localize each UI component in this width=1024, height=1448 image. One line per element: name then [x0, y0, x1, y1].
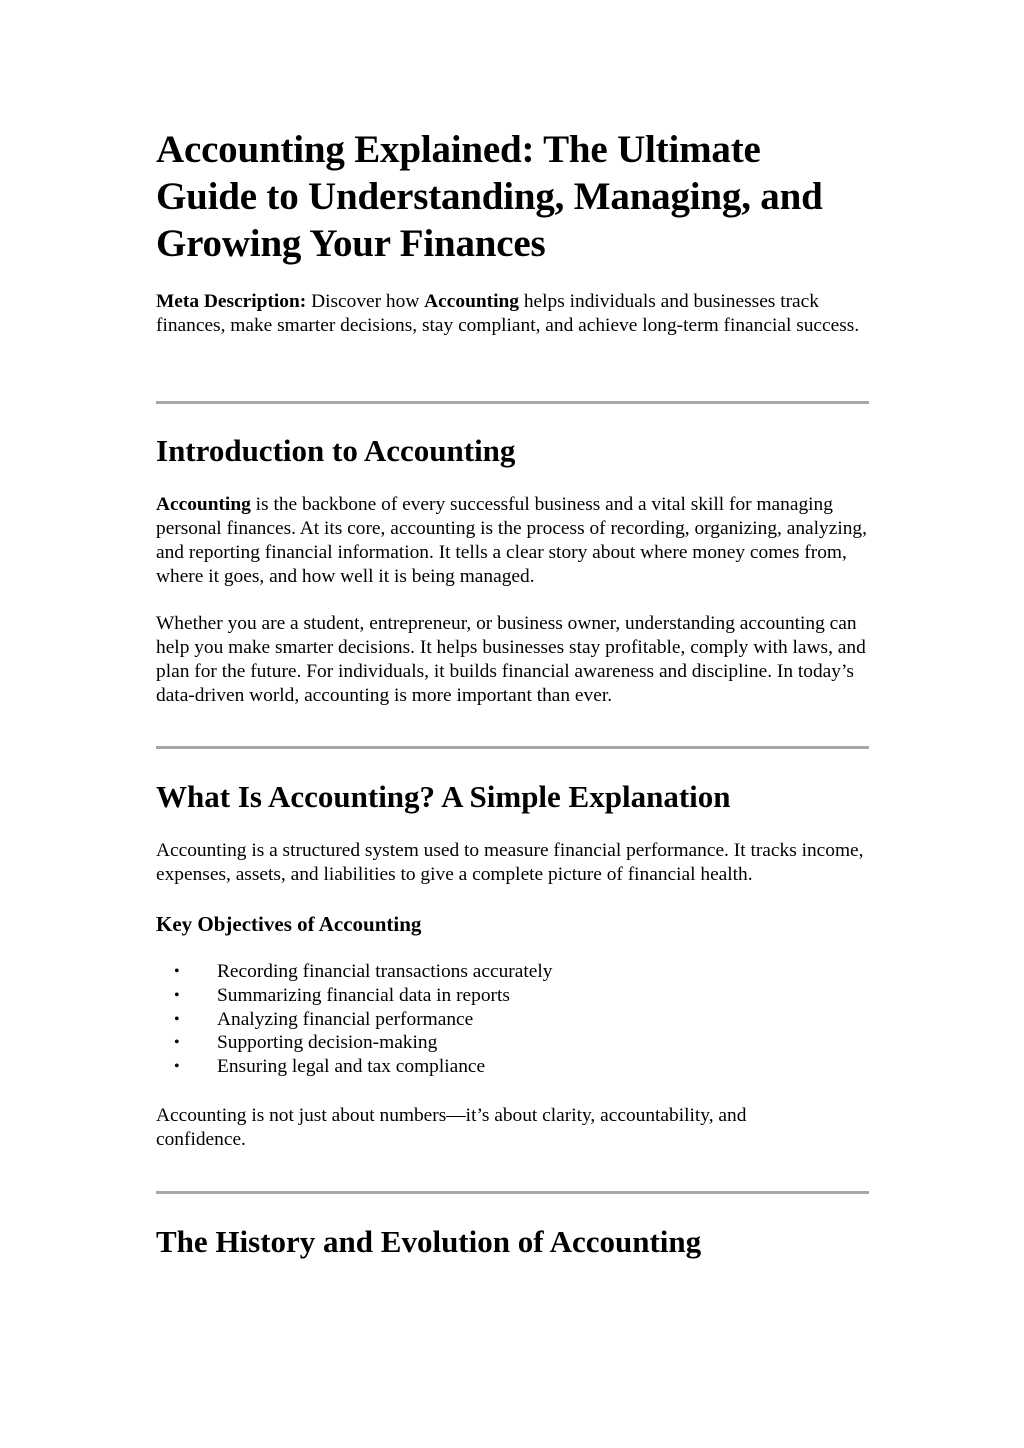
intro-paragraph-1 [156, 493, 869, 589]
meta-keyword: Accounting [424, 291, 519, 312]
section-heading-history: The History and Evolution of Accounting [156, 1224, 702, 1259]
intro-paragraph-2: Whether you are a student, entrepreneur, or business owner, understanding accounting can help you make smarter decisions. It helps businesses stay profitable, comply with laws, and plan for the future. For individuals, it builds financial awareness and discipline. In today’s data-driven world, accounting is more important than ever. [156, 613, 866, 706]
section-divider [156, 746, 869, 749]
bullet-icon: • [174, 963, 180, 980]
bullet-icon: • [174, 1034, 180, 1052]
intro-keyword: Accounting [156, 494, 251, 515]
list-item: • Ensuring legal and tax compliance [174, 1056, 486, 1078]
meta-text-before: Discover how [306, 291, 425, 312]
section-heading-what-is-accounting: What Is Accounting? A Simple Explanation [156, 779, 731, 814]
what-paragraph: Accounting is a structured system used to measure financial performance. It tracks income, expenses, assets, and liabilities to give a complete picture of financial health. [156, 840, 864, 885]
list-item: • Analyzing financial performance [174, 1008, 474, 1030]
page-title: Accounting Explained: The Ultimate Guide to Understanding, Managing, and Growing Your Finances [156, 128, 823, 265]
list-item: • Recording financial transactions accurately [174, 961, 553, 982]
subheading-key-objectives: Key Objectives of Accounting [156, 912, 422, 936]
objectives-list [156, 960, 756, 1079]
meta-description [156, 290, 869, 338]
bullet-icon: • [174, 1058, 180, 1076]
meta-label: Meta Description: [156, 291, 307, 312]
bullet-icon: • [174, 1010, 180, 1028]
list-item: • Supporting decision-making [174, 1032, 438, 1054]
section-divider [156, 401, 869, 404]
section-heading-introduction: Introduction to Accounting [156, 433, 516, 468]
list-item: • Summarizing financial data in reports [174, 984, 510, 1006]
meta-text-after: helps individuals and businesses track finances, make smarter decisions, stay compliant, and achieve long-term financial success. [156, 291, 860, 336]
intro-paragraph-1-text: is the backbone of every successful business and a vital skill for managing personal finances. At its core, accounting is the process of recording, organizing, analyzing, and reporting financial information. It tells a clear story about where money comes from, where it goes, and how well it is being managed. [156, 494, 867, 587]
section-divider [156, 1191, 869, 1194]
what-closing-paragraph: Accounting is not just about numbers—it’s about clarity, accountability, and confidence. [156, 1105, 747, 1150]
bullet-icon: • [174, 986, 180, 1004]
